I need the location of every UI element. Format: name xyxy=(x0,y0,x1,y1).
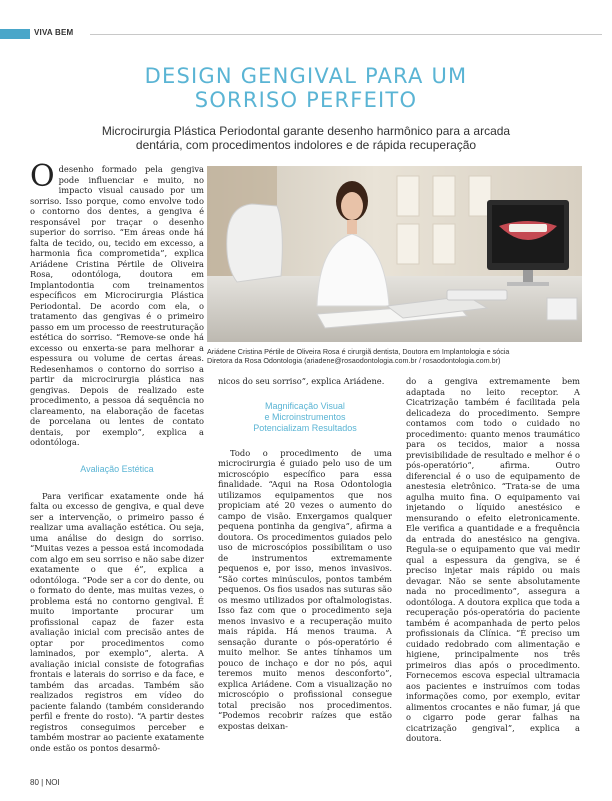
subtitle-line-1: Microcirurgia Plástica Periodontal garante desenho harmônico para a arcada xyxy=(101,124,511,138)
article-column-2 xyxy=(218,376,392,731)
title-line-2: SORRISO PERFEITO xyxy=(194,88,418,112)
subhead-avaliacao-estetica: Avaliação Estética xyxy=(80,463,154,474)
section-divider xyxy=(90,34,602,35)
page-footer xyxy=(30,778,60,787)
subhead-line-1: Magnificação Visual xyxy=(265,400,345,411)
photo-caption xyxy=(207,347,582,365)
section-tag: VIVA BEM xyxy=(34,28,74,37)
magazine-name: NOI xyxy=(45,778,60,787)
title-line-1: DESIGN GENGIVAL PARA UM xyxy=(144,64,468,88)
intro-text: desenho formado pela gengiva pode influenciar e muito, no impacto visual causado por um sorriso. Isso porque, como envolve todo o contorno dos dentes, a gengiva é responsável por traçar o desenho superior do sorriso. “Em áreas onde há falta de tecido, ou, tecido em excesso, a harmonia fica comprometida”, explica Ariádene Cristina Pértile de Oliveira Rosa, odontóloga, doutora em Implantodontia com treinamentos específicos em Microcirurgia Plástica Periodontal. De acordo com ela, o tratamento das gengivas é o primeiro passo em um processo de reestruturação estética do sorriso. “Remove-se onde há excesso ou enxerta-se para melhorar a espessura ou volume de certas áreas. Redesenhamos o contorno do sorriso a partir da microcirurgia plástica nas gengivas. Depois de realizado este procedimento, a pessoa dá sequência no clareamento, na elaboração de facetas de porcelana ou lentes de contato dentais, por exemplo”, explica a odontóloga. xyxy=(30,164,204,447)
subhead-line-3: Potencializam Resultados xyxy=(253,422,357,433)
clinic-photo-illustration xyxy=(207,166,582,342)
page-number: 80 xyxy=(30,778,39,787)
subhead-magnificacao xyxy=(218,401,392,434)
paragraph-avaliacao: Para verificar exatamente onde há falta ou excesso de gengiva, e qual deve ser a intervenção, o primeiro passo é realizar uma avaliação estética. Ou seja, uma análise do design do sorriso. “Muitas vezes a pessoa está incomodada com algo em seu sorriso e não sabe dizer exatamente o que é”, explica a odontóloga. “Pode ser a cor do dente, ou o formato do dente, mas muitas vezes, o problema está no contorno gengival. É muito importante procurar um profissional capaz de fazer esta avaliação inicial com precisão antes de optar por procedimentos como laminados, por exemplo”, alerta. A avaliação inicial consiste de fotografias frontais e laterais do sorriso e da face, e também das arcadas. Também são realizados registros em vídeo do paciente falando (também considerando perfil e frente do rosto). “A partir destes registros conseguimos perceber e também mostrar ao paciente exatamente onde estão os pontos desarmô- xyxy=(30,490,204,753)
intro-paragraph xyxy=(30,159,204,448)
footer-separator: | xyxy=(41,778,44,787)
article-photo xyxy=(207,166,582,342)
article-column-3 xyxy=(406,376,580,744)
paragraph-microcirurgia: Todo o procedimento de uma microcirurgia é guiado pelo uso de um microscópio específico para essa finalidade. “Aqui na Rosa Odontologia utilizamos equipamentos que nos propiciam até 20 vezes o aumento do campo de visão. Enxergamos qualquer pequena pontinha da gengiva”, afirma a doutora. Os procedimentos guiados pelo uso de microscópios possibilitam o uso de instrumentos extremamente pequenos e, por isso, menos invasivos. “São cortes minúsculos, pontos também pequenos. Os fios usados nas suturas são os mesmo utilizados por oftalmologistas. Isso faz com que o procedimento seja menos invasivo e a recuperação muito mais rápida. Há menos trauma. A sensação durante o pós-operatório é muito melhor. Se antes tínhamos um pouco de inchaço e dor no pós, aqui teremos muito menos desconforto”, explica Ariádene. Com a visualização no microscópio o profissional consegue total precisão nos procedimentos. “Podemos recobrir raízes que estão expostas deixan- xyxy=(218,447,392,731)
subhead-line-2: e Microinstrumentos xyxy=(264,411,346,422)
paragraph-cicatrizacao: do a gengiva extremamente bem adaptada no leito receptor. A Cicatrização também é facilitada pela delicadeza do procedimento. Sempre contamos com todo o cuidado no procedimento: quanto menos traumático para os tecidos, maior a nossa previsibilidade de resultado e melhor é o pós-operatório”, afirma. Outro diferencial é o uso de equipamento de anestesia eletrônico. “Trata-se de uma agulha muito fina. O equipamento vai injetando o líquido anestésico e mensurando o efeito eletronicamente. Ele verifica a quantidade e a frequência da entrada do anestésico na gengiva. Regula-se o equipamento que vai medir qual a espessura da gengiva, se é preciso injetar mais rápido ou mais devagar. Não se sente absolutamente nada no procedimento”, assegura a odontóloga. A doutora explica que toda a recuperação pós-operatória do paciente também é acompanhada de perto pelos profissionais da Clínica. “É preciso um cuidado redobrado com alimentação e higiene, principalmente nos três primeiros dias após o procedimento. Fornecemos escova especial ultramacia aos pacientes e instruímos com todas informações como, por exemplo, evitar alimentos crocantes e não fumar, já que o cigarro pode gerar falhas na cicatrização gengival”, explica a doutora. xyxy=(406,376,580,743)
caption-line-1: Ariádene Cristina Pértile de Oliveira Rosa é cirurgiã dentista, Doutora em Implantologia e sócia xyxy=(207,347,510,356)
article-column-1 xyxy=(30,159,204,753)
caption-line-2: Diretora da Rosa Odontologia (ariadene@rosaodontologia.com.br / rosaodontologia.com.br) xyxy=(207,356,501,365)
paragraph-continuation: nicos do seu sorriso”, explica Ariádene. xyxy=(218,376,385,386)
article-subtitle xyxy=(60,124,552,152)
subtitle-line-2: dentária, com procedimentos indolores e de rápida recuperação xyxy=(135,138,477,152)
article-title xyxy=(40,64,572,112)
drop-cap: O xyxy=(30,159,55,194)
section-color-bar xyxy=(0,29,30,39)
